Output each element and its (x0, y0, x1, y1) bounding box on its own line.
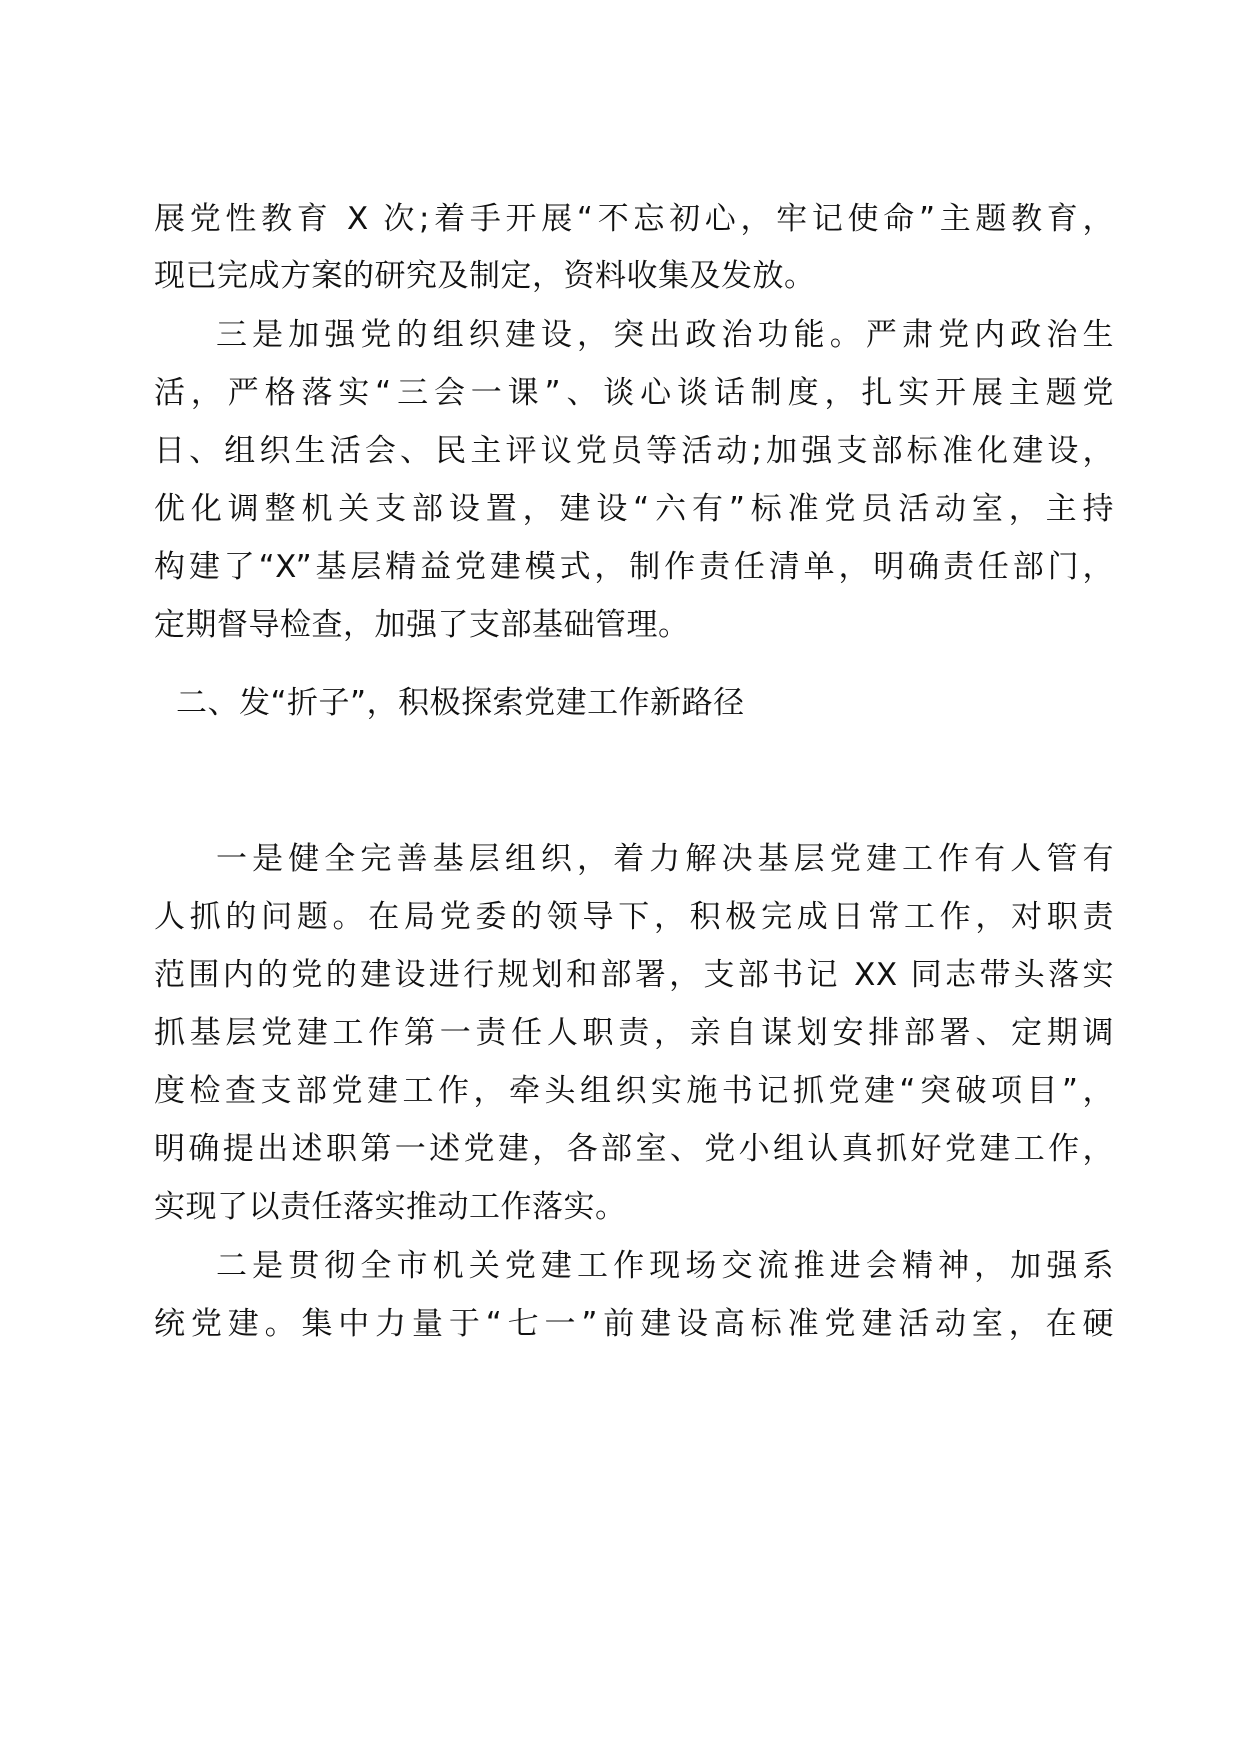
paragraph-1-line-2: 现已完成方案的研究及制定，资料收集及发放。 (154, 258, 816, 294)
paragraph-2-line-4: 优化调整机关支部设置，建设“六有”标准党员活动室，主持 (154, 491, 1114, 527)
paragraph-2-line-6: 定期督导检查，加强了支部基础管理。 (154, 607, 690, 643)
paragraph-2-line-3: 日、组织生活会、民主评议党员等活动;加强支部标准化建设， (154, 433, 1114, 469)
paragraph-3-line-6: 明确提出述职第一述党建，各部室、党小组认真抓好党建工作， (154, 1131, 1114, 1167)
paragraph-2-line-2: 活，严格落实“三会一课”、谈心谈话制度，扎实开展主题党 (154, 375, 1114, 411)
paragraph-3-line-5: 度检查支部党建工作，牵头组织实施书记抓党建“突破项目”， (154, 1073, 1114, 1109)
paragraph-2-line-1: 三是加强党的组织建设，突出政治功能。严肃党内政治生 (216, 317, 1114, 353)
paragraph-3-line-4: 抓基层党建工作第一责任人职责，亲自谋划安排部署、定期调 (154, 1015, 1114, 1051)
paragraph-4-line-1: 二是贯彻全市机关党建工作现场交流推进会精神，加强系 (216, 1248, 1114, 1284)
paragraph-3-line-1: 一是健全完善基层组织，着力解决基层党建工作有人管有 (216, 841, 1114, 877)
section-heading: 二、发“折子”，积极探索党建工作新路径 (176, 685, 745, 721)
paragraph-3-line-7: 实现了以责任落实推动工作落实。 (154, 1189, 627, 1225)
paragraph-4-line-2: 统党建。集中力量于“七一”前建设高标准党建活动室，在硬 (154, 1306, 1114, 1342)
paragraph-3-line-2: 人抓的问题。在局党委的领导下，积极完成日常工作，对职责 (154, 899, 1114, 935)
paragraph-1-line-1: 展党性教育 X 次;着手开展“不忘初心，牢记使命”主题教育， (154, 201, 1114, 237)
paragraph-3-line-3: 范围内的党的建设进行规划和部署，支部书记 XX 同志带头落实 (154, 957, 1114, 993)
paragraph-2-line-5: 构建了“X”基层精益党建模式，制作责任清单，明确责任部门， (154, 549, 1114, 585)
